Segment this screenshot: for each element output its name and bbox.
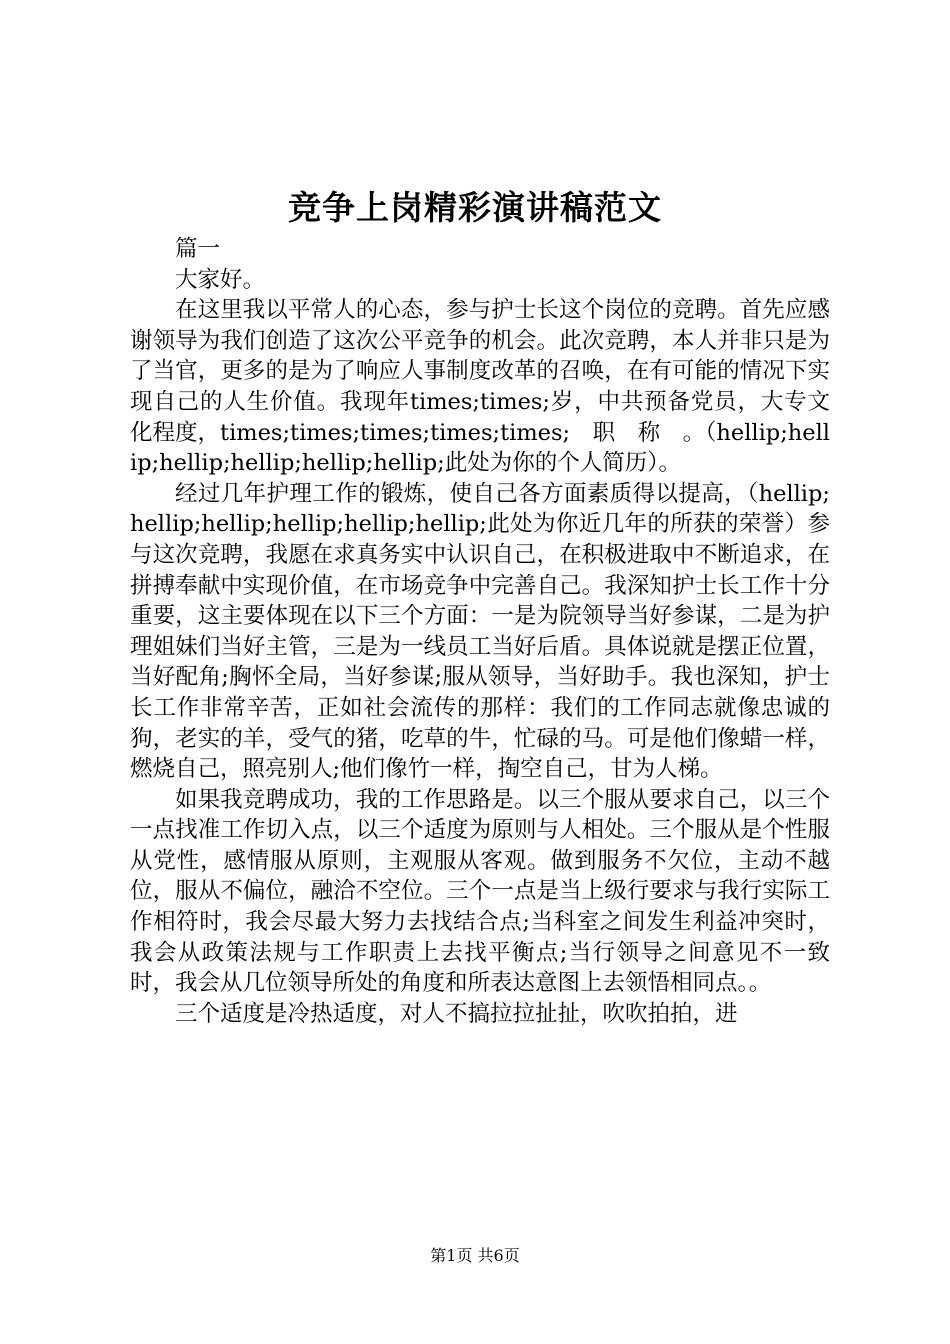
paragraph-greeting: 大家好。 (175, 266, 266, 293)
paragraph-section-heading: 篇一 (175, 236, 221, 262)
paragraph-experience: 经过几年护理工作的锻炼，使自己各方面素质得以提高，（hellip;hellip;hellip;hellip;hellip;hellip;此处为你近几年的所获的荣誉）参与这次竞聘，我愿在求真务实中认识自己，在积极进取中不断追求，在拼搏奉献中实现价值，在市场竞争中完善自己。我深知护士长工作十分重要，这主要体现在以下三个方面：一是为院领导当好参谋，二是为护理姐妹们当好主管，三是为一线员工当好后盾。具体说就是摆正位置，当好配角;胸怀全局，当好参谋;服从领导，当好助手。我也深知，护士长工作非常辛苦，正如社会流传的那样：我们的工作同志就像忠诚的狗，老实的羊，受气的猪，吃草的牛，忙碌的马。可是他们像蜡一样，燃烧自己，照亮别人;他们像竹一样，掏空自己，甘为人梯。 (130, 480, 830, 783)
paragraph-introduction: 在这里我以平常人的心态，参与护士长这个岗位的竞聘。首先应感谢领导为我们创造了这次公平竞争的机会。此次竞聘，本人并非只是为了当官，更多的是为了响应人事制度改革的召唤，在有可能的情况下实现自己的人生价值。我现年times;times;岁，中共预备党员，大专文化程度，times;times;times;times;times; 职 称 。（hellip;hellip;hellip;hellip;hellip;hellip;此处为你的个人简历）。 (130, 297, 830, 477)
paragraph-moderation: 三个适度是冷热适度，对人不搞拉拉扯扯，吹吹拍拍，进 (175, 1000, 738, 1027)
document-title: 竞争上岗精彩演讲稿范文 (288, 188, 662, 227)
paragraph-work-plan: 如果我竞聘成功，我的工作思路是。以三个服从要求自己，以三个一点找准工作切入点，以三个适度为原则与人相处。三个服从是个性服从党性，感情服从原则，主观服从客观。做到服务不欠位，主动不越位，服从不偏位，融洽不空位。三个一点是当上级行要求与我行实际工作相符时，我会尽最大努力去找结合点;当科室之间发生利益冲突时，我会从政策法规与工作职责上去找平衡点;当行领导之间意见不一致时，我会从几位领导所处的角度和所表达意图上去领悟相同点。。 (130, 786, 830, 997)
document-body (130, 234, 830, 1029)
page-number: 第1页 共6页 (430, 1246, 520, 1265)
